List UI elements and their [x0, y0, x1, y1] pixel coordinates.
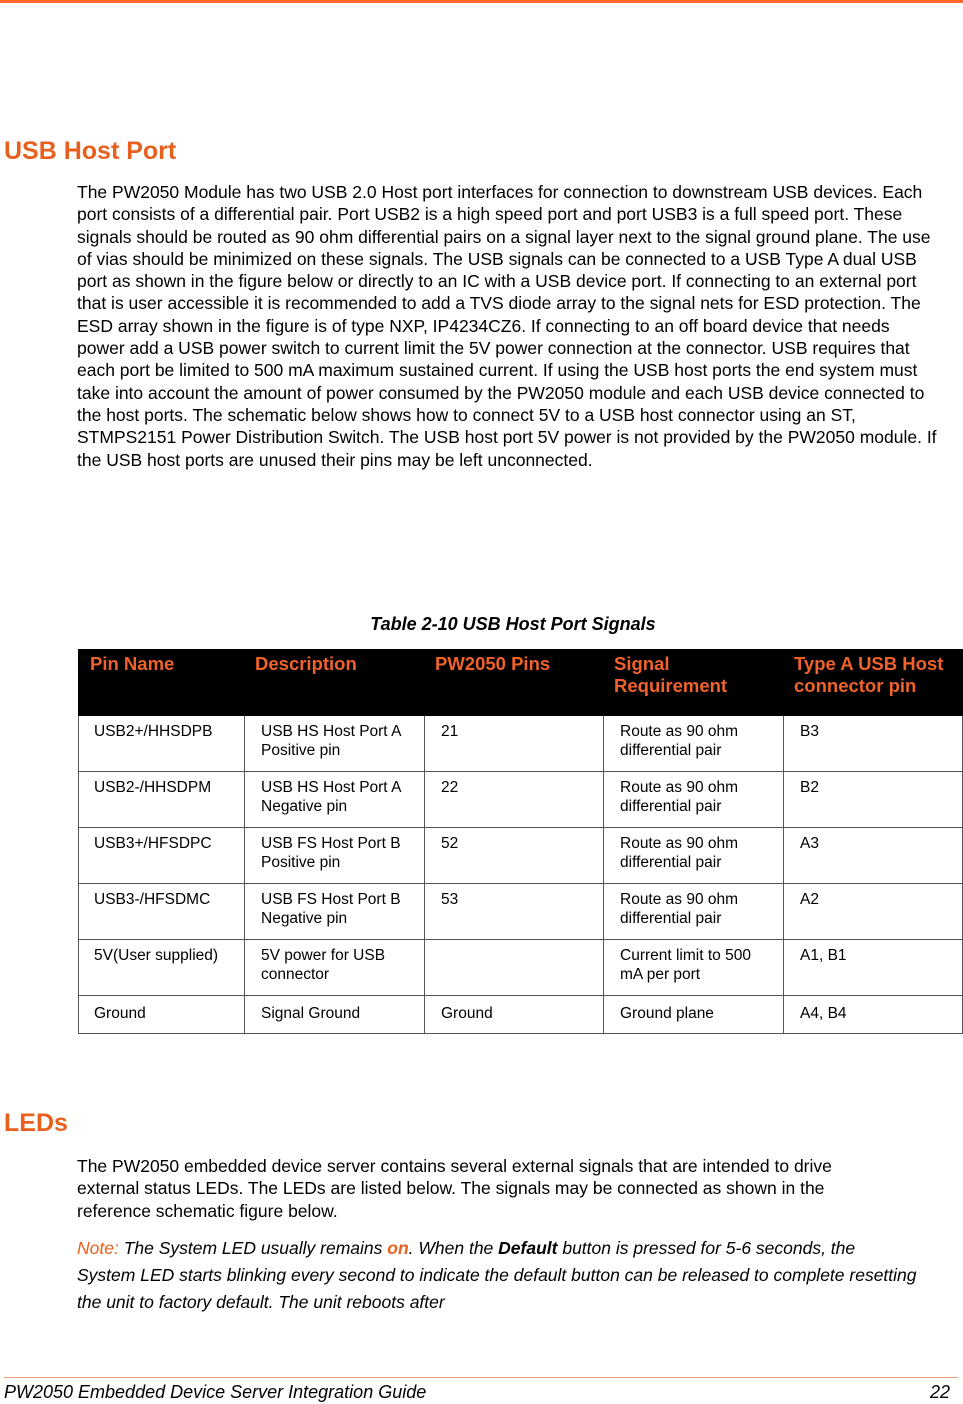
- leds-section-heading: LEDs: [4, 1109, 68, 1137]
- cell-pin-name: USB3-/HFSDMC: [79, 884, 245, 940]
- table-row: [79, 772, 963, 828]
- table-row: [79, 940, 963, 996]
- col-header-connector-pin: Type A USB Host connector pin: [784, 650, 963, 716]
- cell-connector-pin: B3: [784, 716, 963, 772]
- cell-pin-name: USB2-/HHSDPM: [79, 772, 245, 828]
- cell-description: USB HS Host Port A Positive pin: [245, 716, 425, 772]
- usb-signals-table: [78, 649, 963, 1034]
- cell-signal-requirement: Current limit to 500 mA per port: [604, 940, 784, 996]
- table-header-row: [79, 650, 963, 716]
- cell-signal-requirement: Route as 90 ohm differential pair: [604, 772, 784, 828]
- table-row: [79, 996, 963, 1034]
- cell-description: USB HS Host Port A Negative pin: [245, 772, 425, 828]
- cell-pw2050-pins: 52: [425, 828, 604, 884]
- table-row: [79, 884, 963, 940]
- note-text-2: . When the: [408, 1238, 499, 1258]
- page-footer: [4, 1382, 950, 1403]
- table-row: [79, 716, 963, 772]
- col-header-signal-requirement: Signal Requirement: [604, 650, 784, 716]
- table-caption: Table 2-10 USB Host Port Signals: [370, 614, 656, 634]
- footer-rule: [4, 1377, 958, 1378]
- cell-signal-requirement: Route as 90 ohm differential pair: [604, 828, 784, 884]
- cell-pin-name: 5V(User supplied): [79, 940, 245, 996]
- leds-section-body: The PW2050 embedded device server contains several external signals that are intended to drive external status LEDs. The LEDs are listed below. The signals may be connected as shown in the reference schematic figure below.: [77, 1156, 832, 1221]
- system-led-note: [77, 1235, 917, 1316]
- cell-pw2050-pins: [425, 940, 604, 996]
- col-header-pw2050-pins: PW2050 Pins: [425, 650, 604, 716]
- note-label: Note:: [77, 1238, 119, 1258]
- cell-connector-pin: A4, B4: [784, 996, 963, 1034]
- cell-signal-requirement: Ground plane: [604, 996, 784, 1034]
- note-text-3: button is pressed for 5-6 seconds, the System LED starts blinking every second to indicate the default button can be released to complete resetting the unit to factory default. The unit reboots after: [77, 1238, 917, 1312]
- usb-section-body: The PW2050 Module has two USB 2.0 Host port interfaces for connection to downstream USB devices. Each port consists of a differential pair. Port USB2 is a high speed port and port USB3 is a full speed port. These signals should be routed as 90 ohm differential pairs on a signal layer next to the signal ground plane. The use of vias should be minimized on these signals. The USB signals can be connected to a USB Type A dual USB port as shown in the figure below or directly to an IC with a USB device port. If connecting to an external port that is user accessible it is recommended to add a TVS diode array to the signal nets for ESD protection. The ESD array shown in the figure is of type NXP, IP4234CZ6. If connecting to an off board device that needs power add a USB power switch to current limit the 5V power connection at the connector. USB requires that each port be limited to 500 mA maximum sustained current. If using the USB host ports the end system must take into account the amount of power consumed by the PW2050 module and each USB device connected to the host ports. The schematic below shows how to connect 5V to a USB host connector using an ST, STMPS2151 Power Distribution Switch. The USB host port 5V power is not provided by the PW2050 module. If the USB host ports are unused their pins may be left unconnected.: [77, 182, 937, 470]
- cell-signal-requirement: Route as 90 ohm differential pair: [604, 716, 784, 772]
- cell-description: USB FS Host Port B Negative pin: [245, 884, 425, 940]
- cell-pw2050-pins: 21: [425, 716, 604, 772]
- cell-pin-name: USB2+/HHSDPB: [79, 716, 245, 772]
- cell-signal-requirement: Route as 90 ohm differential pair: [604, 884, 784, 940]
- page-number: 22: [929, 1382, 950, 1402]
- cell-description: USB FS Host Port B Positive pin: [245, 828, 425, 884]
- note-default-word: Default: [498, 1238, 558, 1258]
- note-on-word: on: [387, 1238, 409, 1258]
- top-rule: [0, 0, 963, 3]
- footer-title: PW2050 Embedded Device Server Integration Guide: [4, 1382, 427, 1402]
- cell-connector-pin: A3: [784, 828, 963, 884]
- col-header-pin-name: Pin Name: [79, 650, 245, 716]
- col-header-description: Description: [245, 650, 425, 716]
- cell-pin-name: Ground: [79, 996, 245, 1034]
- cell-connector-pin: B2: [784, 772, 963, 828]
- note-text-1: The System LED usually remains: [118, 1238, 388, 1258]
- cell-connector-pin: A1, B1: [784, 940, 963, 996]
- cell-pw2050-pins: 53: [425, 884, 604, 940]
- cell-pw2050-pins: 22: [425, 772, 604, 828]
- cell-pw2050-pins: Ground: [425, 996, 604, 1034]
- cell-pin-name: USB3+/HFSDPC: [79, 828, 245, 884]
- cell-description: Signal Ground: [245, 996, 425, 1034]
- usb-section-heading: USB Host Port: [4, 137, 177, 165]
- table-row: [79, 828, 963, 884]
- cell-description: 5V power for USB connector: [245, 940, 425, 996]
- cell-connector-pin: A2: [784, 884, 963, 940]
